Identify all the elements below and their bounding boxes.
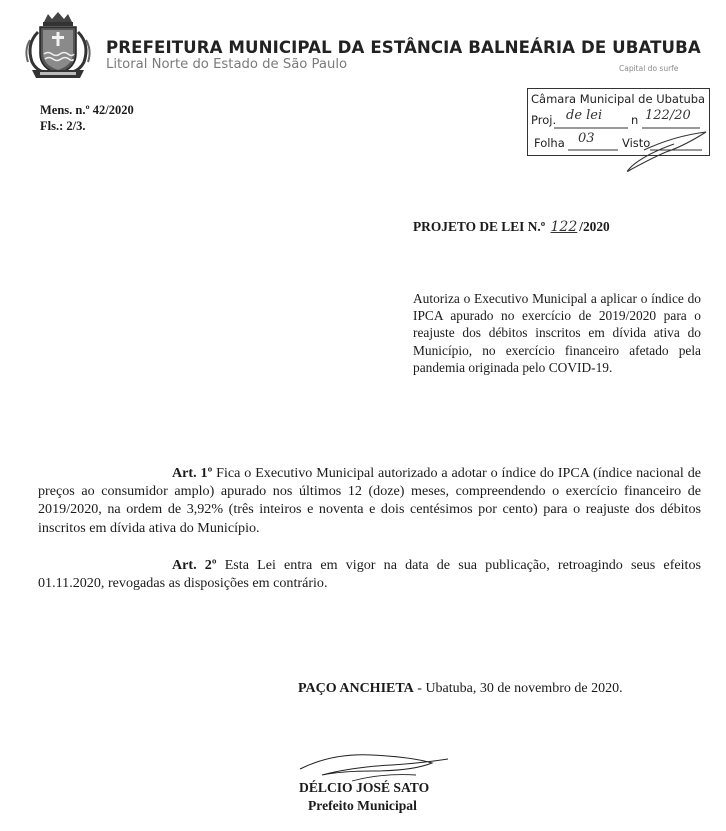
stamp-folha-label: Folha <box>534 136 565 150</box>
coat-of-arms-icon <box>18 10 98 80</box>
bill-summary: Autoriza o Executivo Municipal a aplicar o índice do IPCA apurado no exercício de 2019/2020 para o reajuste dos débitos inscritos em dívida ativa do Município, no exercício financeiro afetado pela pandemia originada pelo COVID-19. <box>413 291 701 375</box>
bill-number-handwritten: 122 <box>550 219 578 235</box>
stamp-number-handwritten: 122/20 <box>645 108 691 123</box>
bill-title-suffix: /2020 <box>579 219 610 234</box>
stamp-visto-label: Visto <box>622 136 651 150</box>
header-tagline: Capital do surfe <box>619 64 679 73</box>
article-2-text: Esta Lei entra em vigor na data de sua publicação, retroagindo seus efeitos 01.11.2020, revogadas as disposições em contrário. <box>38 557 702 592</box>
stamp-proj-label: Proj. <box>531 113 557 127</box>
article-1-text: Fica o Executivo Municipal autorizado a adotar o índice do IPCA (índice nacional de preços ao consumidor amplo) apurado nos últimos 12 (doze) meses, compreendendo o exercício financeiro de 2019/2020, na ordem de 3,92% (três inteiros e noventa e dois centésimos por cento) para o reajuste dos débitos inscritos em dívida ativa do Município. <box>38 465 701 536</box>
article-2 <box>38 556 701 592</box>
message-number: Mens. n.º 42/2020 <box>40 103 134 117</box>
closing-place: PAÇO ANCHIETA <box>298 681 414 696</box>
stamp-number-label: n <box>631 113 639 127</box>
header-title: PREFEITURA MUNICIPAL DA ESTÂNCIA BALNEÁRIA DE UBATUBA <box>106 38 701 57</box>
closing-date: - Ubatuba, 30 de novembro de 2020. <box>417 681 623 696</box>
page-count: Fls.: 2/3. <box>40 119 86 133</box>
bill-title-prefix: PROJETO DE LEI N.º <box>413 219 546 234</box>
stamp-lines <box>524 86 712 176</box>
header-subtitle: Litoral Norte do Estado de São Paulo <box>106 57 348 72</box>
closing-line <box>298 681 623 697</box>
article-1-label: Art. 1º <box>172 465 213 481</box>
stamp-folha-handwritten: 03 <box>578 131 595 146</box>
stamp-title: Câmara Municipal de Ubatuba <box>531 92 706 106</box>
article-1 <box>38 464 701 537</box>
signatory-role: Prefeito Municipal <box>308 798 417 813</box>
article-2-label: Art. 2º <box>172 557 217 573</box>
stamp-proj-type-handwritten: de lei <box>566 108 603 123</box>
signatory-name: DÉLCIO JOSÉ SATO <box>299 780 430 795</box>
bill-title <box>413 219 610 235</box>
